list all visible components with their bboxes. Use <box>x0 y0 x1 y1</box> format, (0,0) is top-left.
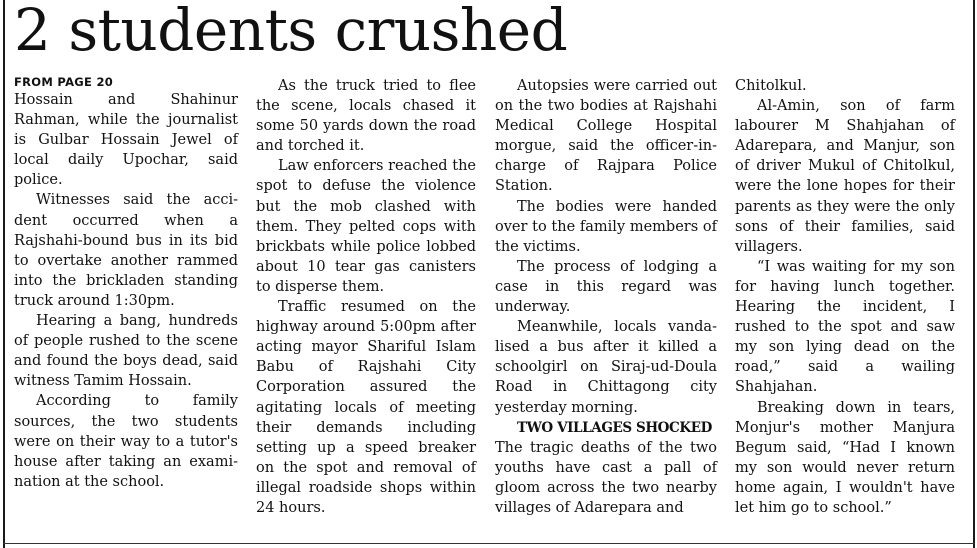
dateline: FROM PAGE 20 <box>14 75 114 89</box>
article-column-3 <box>495 76 717 518</box>
paragraph: As the truck tried to flee the scene, locals chased it some 50 yards down the road and torched it. <box>256 78 476 155</box>
article-column-4 <box>735 76 955 518</box>
paragraph: The tragic deaths of the two youths have cast a pall of gloom across the two nearby villages of Adarepara and <box>495 439 717 516</box>
paragraph: Breaking down in tears, Monjur's mother Manjura Begum said, “Had I known my son would never return home again, I wouldn't have let him go to school.” <box>735 399 955 516</box>
bottom-border-rule <box>3 543 975 544</box>
paragraph: Autopsies were carried out on the two bodies at Rajshahi Medical College Hospital morgue, said the officer-in-charge of Rajpara Police Station. <box>495 78 717 195</box>
paragraph: Traffic resumed on the highway around 5:00pm after acting mayor Shariful Islam Babu of Rajshahi City Corporation assured the agitating locals of meeting their demands including setting up a speed breaker on the spot and removal of illegal roadside shops within 24 hours. <box>256 299 476 516</box>
paragraph: Al-Amin, son of farm labourer M Shahjahan of Adarepara, and Manjur, son of driver Mukul of Chitolkul, were the lone hopes for their parents as they were the only sons of their families, said villagers. <box>735 98 955 255</box>
left-border-rule <box>3 0 5 548</box>
article-column-2 <box>256 76 476 518</box>
paragraph: Law enforcers reached the spot to defuse the violence but the mob clashed with them. They pelted cops with brickbats while police lobbed about 10 tear gas canisters to disperse them. <box>256 158 476 295</box>
paragraph: Hossain and Shahinur Rahman, while the journalist is Gulbar Hossain Jewel of local daily Upochar, said police. <box>14 92 238 189</box>
headline: 2 students crushed <box>14 0 568 64</box>
paragraph: The process of lodging a case in this regard was underway. <box>495 258 717 316</box>
paragraph: Witnesses said the accident occurred when a Rajshahi-bound bus in its bid to overtake another rammed into the brickladen standing truck around 1:30pm. <box>14 192 238 309</box>
paragraph: Hearing a bang, hundreds of people rushed to the scene and found the boys dead, said witness Tamim Hossain. <box>14 313 238 390</box>
paragraph-continuation: Chitolkul. <box>735 78 807 94</box>
paragraph: Meanwhile, locals vandalised a bus after it killed a schoolgirl on Siraj-ud-Doula Road in Chittagong city yesterday morning. <box>495 319 717 416</box>
paragraph: The bodies were handed over to the family members of the victims. <box>495 198 717 255</box>
right-border-rule <box>973 0 975 548</box>
subhead: TWO VILLAGES SHOCKED <box>517 419 712 436</box>
article-column-1 <box>14 76 238 492</box>
paragraph: According to family sources, the two students were on their way to a tutor's house after taking an examination at the school. <box>14 393 238 490</box>
paragraph: “I was waiting for my son for having lunch together. Hearing the incident, I rushed to the spot and saw my son lying dead on the road,” said a wailing Shahjahan. <box>735 258 955 396</box>
